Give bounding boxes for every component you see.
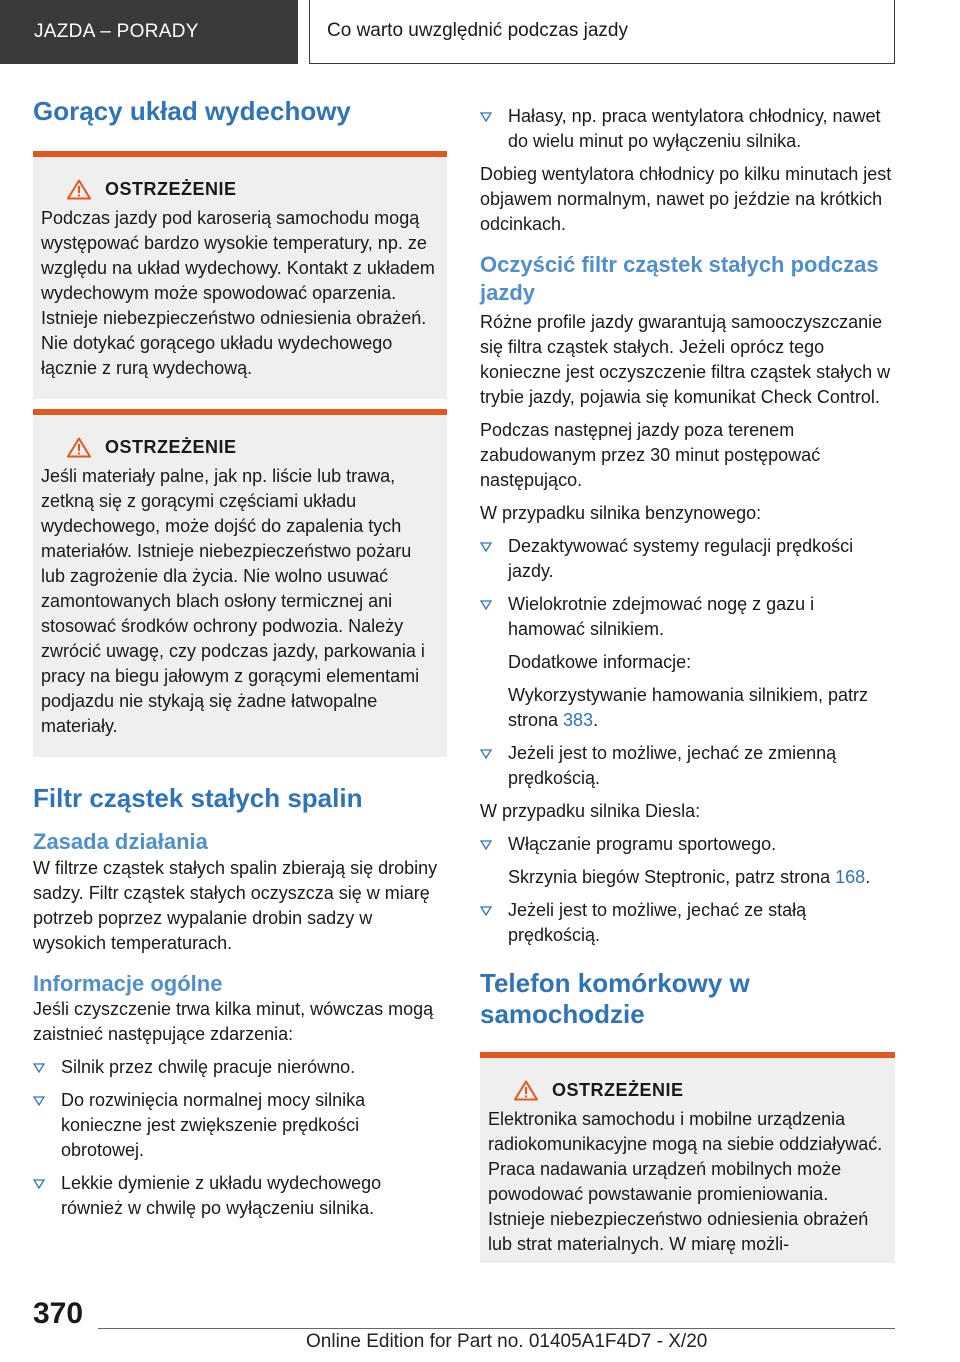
right-column — [480, 104, 895, 1263]
heading-principle: Zasada działania — [33, 829, 208, 855]
general-text: Jeśli czyszczenie trwa kilka minut, wówczas mogą zaistnieć następujące zdarzenia: — [33, 999, 434, 1045]
page-header — [0, 0, 960, 66]
warning-box-1 — [33, 151, 447, 399]
sub-paragraph-ref: Skrzynia biegów Steptronic, patrz strona 168. — [508, 867, 871, 887]
heading-clean-filter: Oczyścić filtr cząstek stałych podczas jazdy — [480, 252, 879, 305]
diesel-intro: W przypadku silnika Diesla: — [480, 801, 701, 821]
triangle-bullet-icon — [480, 592, 494, 617]
warning-box-2 — [33, 409, 447, 757]
principle-text: W filtrze cząstek stałych spalin zbierają się drobiny sadzy. Filtr cząstek stałych oczyszcza się w miarę potrzeb poprzez wypalanie drobin sadzy w wysokich temperaturach. — [33, 857, 438, 953]
triangle-bullet-icon — [480, 898, 494, 923]
diesel-list — [480, 832, 895, 948]
warning-text: Elektronika samochodu i mobilne urządzenia radiokomunikacyjne mogą na siebie oddziaływać. Praca nadawania urządzeń mobilnych może powodować powstawanie promieniowania. Istnieje niebezpieczeństwo odniesienia obrażeń lub strat materialnych. W miarę możli- — [488, 1109, 883, 1255]
footer-divider — [98, 1328, 895, 1329]
list-item: Jeżeli jest to możliwe, jechać ze zmienną prędkością. — [480, 741, 895, 791]
page-link-383[interactable]: 383 — [563, 710, 594, 730]
warning-text: Podczas jazdy pod karoserią samochodu mogą występować bardzo wysokie temperatury, np. ze względu na układ wydechowy. Kontakt z układem wydechowym może spowodować oparzenia. Istnieje niebezpieczeństwo odniesienia obrażeń. Nie dotykać gorącego układu wydechowego łącznie z rurą wydechową. — [41, 208, 435, 379]
list-item: Lekkie dymienie z układu wydechowego również w chwilę po wyłączeniu silnika. — [33, 1171, 447, 1221]
triangle-bullet-icon — [480, 534, 494, 559]
list-item: Włączanie programu sportowego. Skrzynia biegów Steptronic, patrz strona 168. — [480, 832, 895, 890]
list-item: Do rozwinięcia normalnej mocy silnika konieczne jest zwiększenie prędkości obrotowej. — [33, 1088, 447, 1163]
warning-triangle-icon — [67, 437, 91, 458]
fan-text: Dobieg wentylatora chłodnicy po kilku minutach jest objawem normalnym, nawet po jeździe na krótkich odcinkach. — [480, 164, 892, 234]
warning-title: OSTRZEŻENIE — [41, 437, 439, 458]
triangle-bullet-icon — [33, 1055, 47, 1080]
heading-mobile-phone: Telefon komórkowy w samochodzie — [480, 968, 750, 1030]
heading-hot-exhaust: Gorący układ wydechowy — [33, 96, 351, 126]
warning-title: OSTRZEŻENIE — [41, 179, 439, 200]
heading-general-info: Informacje ogólne — [33, 970, 223, 996]
clean-text: Różne profile jazdy gwarantują samooczyszczanie się filtra cząstek stałych. Jeżeli oprócz tego konieczne jest oczyszczenie filtra cząstek stałych w trybie jazdy, pojawia się komunikat Check Control. — [480, 312, 891, 407]
petrol-list — [480, 534, 895, 791]
triangle-bullet-icon — [480, 104, 494, 129]
noise-list — [480, 104, 895, 154]
general-list — [33, 1055, 447, 1221]
page-link-168[interactable]: 168 — [835, 867, 866, 887]
triangle-bullet-icon — [480, 741, 494, 766]
left-column — [33, 96, 447, 1221]
petrol-intro: W przypadku silnika benzynowego: — [480, 503, 762, 523]
sub-paragraph-ref: Wykorzystywanie hamowania silnikiem, patrz strona 383. — [508, 685, 868, 730]
chapter-title: Co warto uwzględnić podczas jazdy — [309, 0, 895, 64]
list-item: Dezaktywować systemy regulacji prędkości jazdy. — [480, 534, 895, 584]
triangle-bullet-icon — [33, 1088, 47, 1113]
warning-title: OSTRZEŻENIE — [488, 1080, 887, 1101]
warning-text: Jeśli materiały palne, jak np. liście lub trawa, zetkną się z gorącymi częściami układu wydechowego, może dojść do zapalenia tych materiałów. Istnieje niebezpieczeństwo pożaru lub zagrożenie dla życia. Nie wolno usuwać zamontowanych blach osłony termicznej ani stosować środków ochrony podwozia. Należy zwrócić uwagę, czy podczas jazdy, parkowania i pracy na biegu jałowym z gorącymi elementami podjazdu nie stykają się żadne łatwopalne materiały. — [41, 466, 425, 737]
warning-triangle-icon — [67, 179, 91, 200]
list-item: Silnik przez chwilę pracuje nierówno. — [33, 1055, 447, 1080]
edition-text: Online Edition for Part no. 01405A1F4D7 - X/20 — [306, 1331, 708, 1352]
list-item: Jeżeli jest to możliwe, jechać ze stałą prędkością. — [480, 898, 895, 948]
warning-box-3 — [480, 1052, 895, 1263]
triangle-bullet-icon — [33, 1171, 47, 1196]
list-item: Wielokrotnie zdejmować nogę z gazu i hamować silnikiem. Dodatkowe informacje: Wykorzystywanie hamowania silnikiem, patrz strona 383. — [480, 592, 895, 733]
heading-particle-filter: Filtr cząstek stałych spalin — [33, 783, 363, 814]
section-tab[interactable]: JAZDA – PORADY — [0, 0, 298, 64]
page-number: 370 — [33, 1297, 84, 1330]
triangle-bullet-icon — [480, 832, 494, 857]
sub-paragraph: Dodatkowe informacje: — [508, 652, 692, 672]
next-drive-text: Podczas następnej jazdy poza terenem zabudowanym przez 30 minut postępować następująco. — [480, 420, 821, 490]
warning-triangle-icon — [514, 1080, 538, 1101]
list-item: Hałasy, np. praca wentylatora chłodnicy, nawet do wielu minut po wyłączeniu silnika. — [480, 104, 895, 154]
